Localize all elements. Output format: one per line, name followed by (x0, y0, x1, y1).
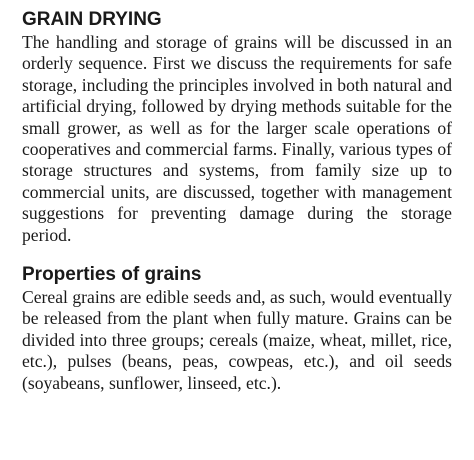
section-paragraph: Cereal grains are edible seeds and, as such, would eventually be released from the plant when fully mature. Grains can be divided into three groups; cereals (maize, wheat, millet, rice, etc.), pulses (beans, peas, cowpeas, etc.), and oil seeds (soyabeans, sunflower, linseed, etc.). (22, 287, 452, 393)
section-heading: GRAIN DRYING (22, 9, 162, 30)
section-heading: Properties of grains (22, 264, 202, 286)
section-paragraph: The handling and storage of grains will be discussed in an orderly sequence. First we discuss the requirements for safe storage, including the principles involved in both natural and artificial drying, followed by drying methods suitable for the small grower, as well as for the larger scale operations of cooperatives and commercial farms. Finally, various types of storage structures and systems, from family size up to commercial units, are discussed, together with management suggestions for preventing damage during the storage period. (22, 32, 452, 245)
section-grain-drying (22, 8, 452, 246)
section-properties-of-grains (22, 263, 452, 394)
